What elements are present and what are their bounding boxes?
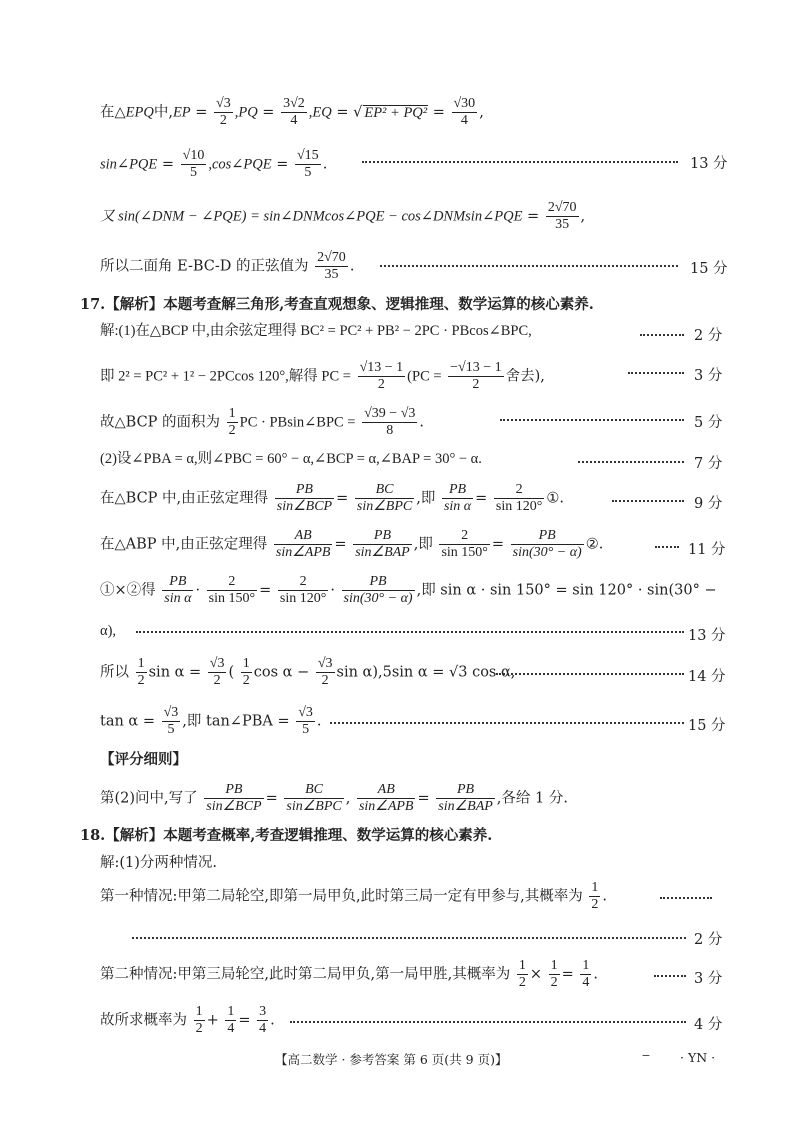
line-cosine-law: 解:(1)在△BCP 中,由余弦定理得 BC² = PC² + PB² − 2PC · PBcos∠BPC, xyxy=(100,323,532,339)
dot-leader xyxy=(132,937,686,939)
line-sine-law-bcp: 在△BCP 中,由正弦定理得 PB sin∠BCP = BC sin∠BPC ,即 $\frac{PB}{\text{sin α}}$ = $\frac{2}{\sin 120^\circ}$ ①. xyxy=(100,482,564,515)
line-area-bcp: 故△BCP 的面积为 $\frac{1}{2}$ PC · PBsin∠BPC = $\frac{√39 - √3}{8}$ . xyxy=(100,406,424,439)
footer-code: · YN · xyxy=(680,1050,716,1065)
score-label: 11 分 xyxy=(688,542,726,558)
dot-leader xyxy=(628,372,684,374)
dot-leader xyxy=(290,1021,686,1023)
dot-leader xyxy=(640,334,684,336)
line-two-cases: 解:(1)分两种情况. xyxy=(100,855,218,871)
line-grading-detail: 第(2)问中,写了 PB sin∠BCP = BC sin∠BPC , AB sin∠APB = PB sin∠BAP ,各给 1 分. xyxy=(100,782,568,815)
footer-mark: ‒ xyxy=(642,1047,650,1062)
score-label: 2 分 xyxy=(694,328,723,344)
problem-17-heading: 17.【解析】本题考查解三角形,考查直观想象、逻辑推理、数学运算的核心素养. xyxy=(80,296,594,313)
score-label: 3 分 xyxy=(694,368,723,384)
dot-leader xyxy=(136,631,684,633)
line-sin-difference: 又 sin(∠DNM − ∠PQE) = sin∠DNMcos∠PQE − cos∠DNMsin∠PQE = $\frac{2√70}{35}$ , xyxy=(100,200,586,233)
line-case-one: 第一种情况:甲第二局轮空,即第一局甲负,此时第三局一定有甲参与,其概率为 $\frac{1}{2}$ . xyxy=(100,880,607,913)
score-label: 5 分 xyxy=(694,415,723,431)
score-label: 7 分 xyxy=(694,456,723,472)
dot-leader xyxy=(380,265,678,267)
score-label: 4 分 xyxy=(694,1017,723,1033)
line-tan-result: tan α = $\frac{√3}{5}$ ,即 tan∠PBA = $\frac{√3}{5}$ . xyxy=(100,705,322,738)
grading-heading: 【评分细则】 xyxy=(100,751,187,768)
line-dihedral-result: 所以二面角 E-BC-D 的正弦值为 $\frac{2√70}{35}$ . xyxy=(100,250,355,283)
line-simplify: 所以 $\frac{1}{2}$ sin α = $\frac{√3}{2}$ ( $\frac{1}{2}$ cos α − $\frac{√3}{2}$ sin α),5sin α = √3 cos α, xyxy=(100,656,516,689)
line-sine-law-abp: 在△ABP 中,由正弦定理得 AB sin∠APB = PB sin∠BAP ,即 $\frac{2}{\sin 150^\circ}$ = $\frac{PB}{\sin(30^\circ - \alpha)}$ ②. xyxy=(100,528,604,561)
score-label: 13 分 xyxy=(688,628,726,644)
dot-leader xyxy=(578,461,684,463)
score-label: 3 分 xyxy=(694,971,723,987)
line-solve-pc: 即 2² = PC² + 1² − 2PCcos 120°,解得 PC = $\frac{√13 - 1}{2}$ (PC = $\frac{-√13 - 1}{2}$ 舍去), xyxy=(100,360,545,393)
dot-leader xyxy=(362,161,678,163)
dot-leader xyxy=(654,975,686,977)
score-label: 15 分 xyxy=(690,261,728,277)
line-set-alpha: (2)设∠PBA = α,则∠PBC = 60° − α,∠BCP = α,∠BAP = 30° − α. xyxy=(100,451,482,467)
page-footer: 【高二数学 · 参考答案 第 6 页(共 9 页)】 xyxy=(275,1052,508,1067)
dot-leader xyxy=(500,419,684,421)
line-sin-cos-pqe: sin∠PQE = $\frac{√10}{5}$ ,cos∠PQE = $\frac{√15}{5}$ . xyxy=(100,148,328,181)
dot-leader xyxy=(330,722,684,724)
dot-leader xyxy=(496,673,684,675)
score-label: 13 分 xyxy=(690,156,728,172)
line-total-probability: 故所求概率为 $\frac{1}{2}$ + $\frac{1}{4}$ = $\frac{3}{4}$ . xyxy=(100,1004,275,1037)
dot-leader xyxy=(660,897,712,899)
score-label: 15 分 xyxy=(688,718,726,734)
line-multiply: ①×②得 $\frac{PB}{\text{sin α}}$ · $\frac{2}{\sin 150^\circ}$ = $\frac{2}{\sin 120^\circ}$ · $\frac{PB}{\sin(30^\circ - \alpha)}$ ,即 sin α · sin 150° = sin 120° · sin(30° − xyxy=(100,574,717,607)
score-label: 14 分 xyxy=(688,669,726,685)
line-alpha-cont: α), xyxy=(100,623,117,639)
line-epq-lengths: 在△EPQ中,EP = $\frac{√3}{2}$ ,PQ = $\frac{3√2}{4}$ ,EQ = √ EP² + PQ² = $\frac{√30}{4}$ , xyxy=(100,96,484,129)
score-label: 2 分 xyxy=(694,932,723,948)
problem-18-heading: 18.【解析】本题考查概率,考查逻辑推理、数学运算的核心素养. xyxy=(80,827,493,844)
dot-leader xyxy=(655,546,679,548)
line-case-two: 第二种情况:甲第三局轮空,此时第二局甲负,第一局甲胜,其概率为 $\frac{1}{2}$ × $\frac{1}{2}$ = $\frac{1}{4}$ . xyxy=(100,958,598,991)
dot-leader xyxy=(612,500,684,502)
score-label: 9 分 xyxy=(694,496,723,512)
